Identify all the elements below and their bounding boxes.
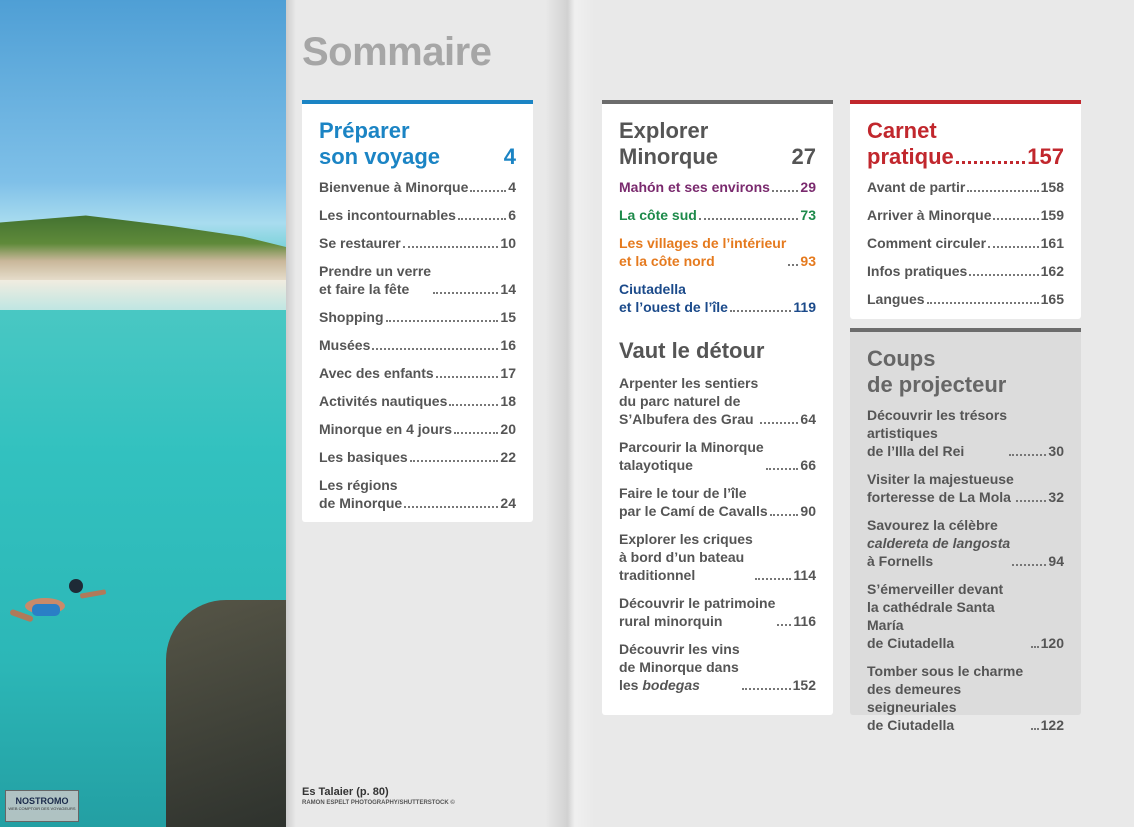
toc-entry-leader [454,432,498,434]
carnet-page: 157 [1027,144,1064,169]
toc-entry-leader [969,274,1038,276]
toc-entry-label: Comment circuler [867,235,987,251]
book-gutter-shadow [545,0,595,827]
toc-entry-label: Mahón et ses environs [619,179,770,195]
toc-entry[interactable] [319,420,516,438]
toc-entry-label: Les incontournables [319,207,456,223]
toc-entry-leader [770,514,799,516]
toc-entry[interactable] [619,206,816,224]
toc-entry-page: 114 [793,567,816,583]
toc-entry-page: 18 [500,393,516,409]
toc-entry-page: 6 [508,207,516,223]
toc-entry-label-italic: bodegas [642,677,700,693]
toc-entry[interactable] [319,308,516,326]
detour-list [619,374,816,694]
toc-entry-page: 165 [1040,291,1064,307]
toc-entry-leader [927,302,1039,304]
toc-entry[interactable] [867,662,1064,734]
toc-entry-page: 20 [500,421,516,437]
toc-entry-leader [967,190,1038,192]
toc-entry-leader [470,190,506,192]
photo-caption [302,786,455,806]
toc-entry-leader [1012,564,1046,566]
toc-entry-leader [1031,728,1039,730]
toc-entry-leader [699,218,799,220]
toc-entry[interactable] [867,406,1064,460]
toc-entry-label: Avec des enfants [319,365,434,381]
toc-entry-leader [372,348,498,350]
toc-entry-label: Faire le tour de l’île par le Camí de Cavalls [619,485,768,519]
toc-entry-page: 93 [800,253,816,269]
toc-entry-page: 22 [500,449,516,465]
caption-credit: RAMON ESPELT PHOTOGRAPHY/SHUTTERSTOCK © [302,800,455,806]
snorkeler [10,578,110,628]
toc-entry-leader [730,310,791,312]
toc-entry[interactable] [319,392,516,410]
toc-entry[interactable] [867,516,1064,570]
toc-entry-leader [403,246,499,248]
toc-entry-leader [988,246,1039,248]
toc-entry-label: Explorer les criques à bord d’un bateau traditionnel [619,531,753,583]
toc-entry[interactable] [619,484,816,520]
toc-entry-page: 16 [500,337,516,353]
toc-entry[interactable] [319,364,516,382]
toc-entry[interactable] [619,640,816,694]
toc-entry-leader [993,218,1038,220]
coups-list [867,406,1064,734]
toc-entry-label: Arpenter les sentiers du parc naturel de S’Albufera des Grau [619,375,759,427]
detour-heading: Vaut le détour [619,338,765,363]
toc-entry-leader [458,218,506,220]
toc-entry-leader [410,460,499,462]
toc-entry-page: 159 [1040,207,1064,223]
carnet-card [850,100,1081,319]
toc-entry-label: Shopping [319,309,384,325]
cover-photo [0,0,286,827]
preparer-title: Préparer son voyage [319,118,441,169]
toc-entry[interactable] [867,178,1064,196]
toc-entry-label: Se restaurer [319,235,401,251]
caption-text: Es Talaier (p. 80) [302,786,389,798]
toc-entry-label [867,516,1010,570]
toc-entry[interactable] [867,470,1064,506]
toc-entry-page: 15 [500,309,516,325]
preparer-page: 4 [503,144,516,169]
toc-entry-page: 30 [1048,443,1064,459]
toc-entry-label: Bienvenue à Minorque [319,179,469,195]
carnet-title: Carnet pratique [867,118,954,169]
toc-entry[interactable] [619,438,816,474]
toc-entry-page: 29 [800,179,816,195]
toc-entry[interactable] [319,448,516,466]
preparer-card [302,100,533,522]
toc-entry-label: Ciutadella et l’ouest de l’île [619,281,728,315]
toc-entry-page: 158 [1040,179,1064,195]
toc-entry-page: 119 [793,299,816,315]
toc-entry-label: La côte sud [619,207,697,223]
carnet-list [867,178,1064,308]
coups-card [850,328,1081,733]
toc-entry-label: Prendre un verre et faire la fête [319,263,432,297]
toc-entry-label: Tomber sous le charme des demeures seigneuriales de Ciutadella [867,663,1024,733]
toc-entry[interactable] [619,594,816,630]
toc-entry-leader [742,688,791,690]
toc-entry-label: Les basiques [319,449,408,465]
toc-entry-label: Activités nautiques [319,393,448,409]
toc-entry-label: Les villages de l’intérieur et la côte nord [619,235,787,269]
island-shoreline [0,212,286,282]
toc-entry-leader [766,468,799,470]
toc-entry-label: Musées [319,337,371,353]
toc-entry-label-text: Savourez la célèbre [867,517,998,533]
toc-entry-leader [777,624,791,626]
toc-entry-page: 162 [1040,263,1064,279]
toc-entry[interactable] [619,280,816,316]
toc-entry[interactable] [867,206,1064,224]
carnet-heading [867,118,1064,170]
toc-entry[interactable] [619,530,816,584]
toc-entry[interactable] [867,262,1064,280]
toc-entry-leader [755,578,792,580]
explorer-list [619,178,816,316]
toc-entry-page: 66 [800,457,816,473]
preparer-list [319,178,516,512]
explorer-card [602,100,833,715]
toc-entry-leader [1009,454,1046,456]
watermark-subtext: WEB COMPTOIR DES VOYAGEURS [8,806,76,811]
toc-entry-page: 94 [1048,553,1064,569]
toc-entry[interactable] [319,178,516,196]
toc-entry-page: 17 [500,365,516,381]
preparer-heading [319,118,516,170]
explorer-heading [619,118,816,170]
toc-entry[interactable] [319,234,516,252]
toc-entry-label [619,640,740,694]
toc-entry-label: Découvrir le patrimoine rural minorquin [619,595,776,629]
toc-entry[interactable] [867,580,1064,652]
toc-entry-label: Avant de partir [867,179,966,195]
toc-entry-label: Parcourir la Minorque talayotique [619,439,764,473]
toc-entry-page: 10 [500,235,516,251]
toc-entry-label: Visiter la majestueuse forteresse de La Mola [867,471,1014,505]
toc-entry-page: 73 [800,207,816,223]
coups-title: Coups de projecteur [867,346,1007,397]
book-spine-shadow [286,0,296,827]
toc-entry[interactable] [319,206,516,224]
watermark-text: NOSTROMO [15,796,69,806]
beach [0,280,286,310]
toc-entry[interactable] [319,336,516,354]
toc-entry-page: 24 [500,495,516,511]
toc-entry-page: 32 [1048,489,1064,505]
toc-entry-page: 122 [1040,717,1064,733]
toc-entry-leader [433,292,498,294]
toc-entry-leader [1031,646,1039,648]
toc-entry-page: 120 [1040,635,1064,651]
toc-entry-label: Les régions de Minorque [319,477,403,511]
toc-entry-page: 64 [800,411,816,427]
toc-entry[interactable] [867,290,1064,308]
toc-entry-leader [449,404,498,406]
toc-entry-leader [788,264,798,266]
toc-entry-page: 90 [800,503,816,519]
toc-entry-label: Infos pratiques [867,263,968,279]
toc-entry[interactable] [319,262,516,298]
toc-entry-label-text: à Fornells [867,553,934,569]
toc-entry-label: Langues [867,291,925,307]
toc-entry-label: Minorque en 4 jours [319,421,453,437]
toc-entry-leader [404,506,498,508]
toc-entry[interactable] [319,476,516,512]
toc-entry-page: 161 [1040,235,1064,251]
toc-entry-leader [772,190,798,192]
watermark-logo [5,790,79,822]
explorer-page: 27 [791,144,816,169]
toc-entry-leader [1016,500,1047,502]
coups-heading [867,346,1064,398]
toc-entry-leader [760,422,798,424]
toc-entry-page: 116 [793,613,816,629]
toc-entry[interactable] [619,374,816,428]
toc-entry-label: S’émerveiller devant la cathédrale Santa María de Ciutadella [867,581,1004,651]
toc-entry-page: 14 [500,281,516,297]
toc-entry[interactable] [867,234,1064,252]
toc-entry-page: 4 [508,179,516,195]
rocks [166,600,286,827]
toc-entry-label: Arriver à Minorque [867,207,992,223]
toc-entry-page: 152 [792,677,816,693]
explorer-title: Explorer Minorque [619,118,718,169]
toc-entry-label-text: Découvrir les vins de Minorque dans les [619,641,740,693]
toc-entry-leader [436,376,499,378]
page-title: Sommaire [302,30,492,74]
toc-entry[interactable] [619,234,816,270]
toc-entry-leader [386,320,499,322]
toc-entry-label: Découvrir les trésors artistiques de l’Illa del Rei [867,407,1008,459]
toc-entry-label-italic: caldereta de langosta [867,535,1011,551]
toc-entry[interactable] [619,178,816,196]
carnet-leader [956,161,1025,164]
